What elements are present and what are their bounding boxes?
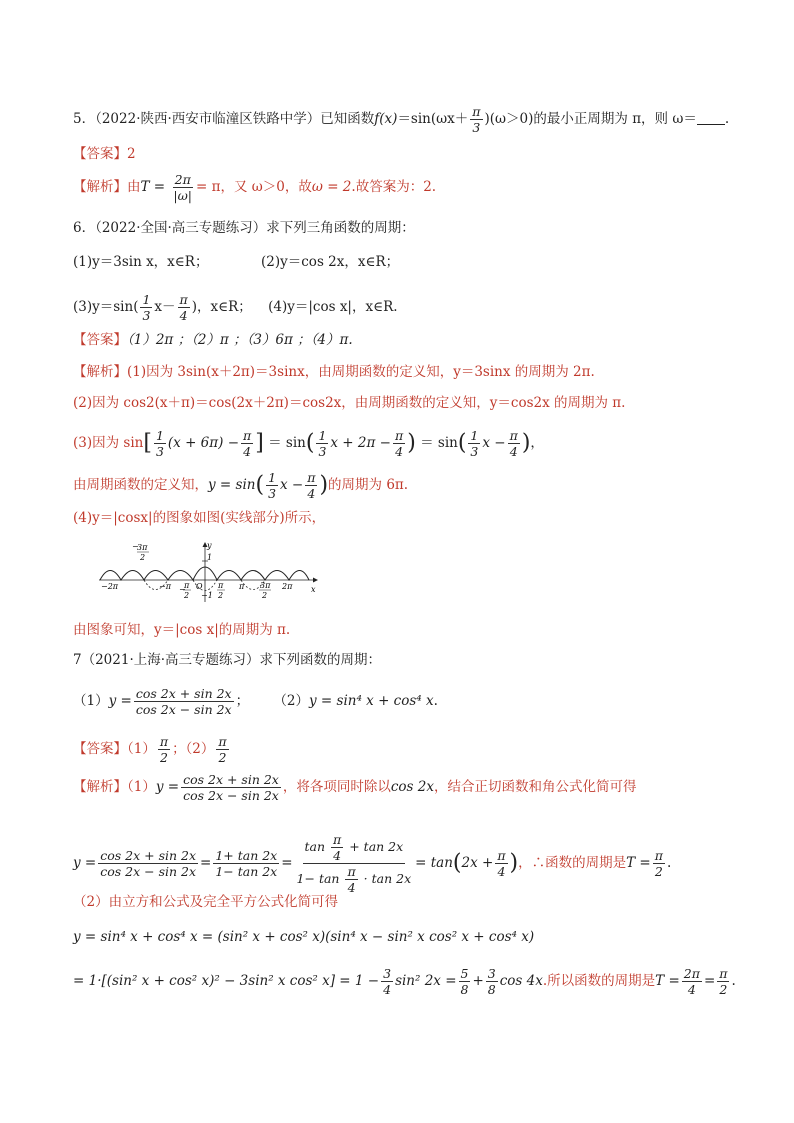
tick-minus-2pi: −2π	[101, 582, 119, 591]
answer-tag: 【答案】	[73, 146, 127, 162]
svg-text:−: −	[132, 542, 139, 551]
q5-answer-value: 2	[127, 146, 136, 162]
graph-x-label: x	[311, 585, 316, 594]
q5-answer	[73, 144, 754, 164]
q5-stem-b: ＝sin(ωx＋	[397, 111, 469, 127]
graph-minus-one-label: −1	[201, 591, 213, 600]
q7-eq1-nested-frac: tan $\frac{\pi}{4}$ + tan 2x 1− tan $\frac{\pi}{4}$ · tan 2x	[296, 832, 412, 895]
graph-origin-label: O	[196, 582, 203, 591]
q5-frac: $\frac{\pi}{3}$	[472, 104, 481, 135]
q6-analysis-3: (3)因为 sin[ $\frac{1}{3}$ (x + 6π) − $\frac{\pi}{4}$ ] ＝ sin( $\frac{1}{3}$ x + 2π − $\frac{\pi}{4}$ ) ＝ sin( $\frac{1}{3}$ x − $\frac{\pi}{4}$ )，	[73, 428, 544, 459]
q7-eq3: = 1·[(sin² x + cos² x)² − 3sin² x cos² x] = 1 − $\frac{3}{4}$ sin² 2x = $\frac{5}{8}$ + $\frac{3}{8}$ cos 4x.所以函数的周期是T = $\frac{2\pi}{4}$ = $\frac{\pi}{2}$ .	[73, 966, 736, 997]
tick-3pi-2-num: 3π	[260, 581, 271, 590]
q7-stem: 7（2021·上海·高三专题练习）求下列函数的周期：	[73, 652, 382, 668]
q7-items: （1）y = $\frac{\cos 2x + \sin 2x}{\cos 2x - \sin 2x}$ ； （2）y = sin⁴ x + cos⁴ x.	[73, 686, 438, 717]
tick-minus-3pi-2-den: 2	[140, 553, 146, 562]
q5-analysis: 【解析】由T = $\frac{2\pi}{|\omega|}$ = π，又 ω＞0，故ω = 2.故答案为：2.	[73, 172, 437, 203]
q6-analysis-1: 【解析】(1)因为 3sin(x＋2π)＝3sinx，由周期函数的定义知，y＝3sinx 的周期为 2π.	[73, 364, 595, 380]
tick-minus-pi-2-num: π	[184, 581, 190, 590]
graph-one-label: 1	[207, 553, 213, 562]
q6-analysis-4: (4)y＝|cosx|的图象如图(实线部分)所示，	[73, 510, 326, 526]
q5-stem-a: 5．（2022·陕西·西安市临潼区铁路中学）已知函数	[73, 111, 375, 127]
q5-fx: f(x)	[374, 111, 398, 127]
q6-analysis-2: (2)因为 cos2(x＋π)＝cos(2x＋2π)＝cos2x，由周期函数的定义知，y＝cos2x 的周期为 π.	[73, 395, 626, 411]
q7-analysis-2: （2）由立方和公式及完全平方公式化简可得	[73, 894, 339, 910]
abs-cos-graph	[95, 540, 320, 605]
tick-minus-pi: −π	[159, 582, 171, 591]
q6-analysis-4-end: 由图象可知，y＝|cos x|的周期为 π.	[73, 622, 291, 638]
tick-minus-3pi-2-num: 3π	[137, 543, 148, 552]
q5-period-frac: $\frac{2\pi}{|\omega|}$	[173, 172, 193, 203]
tick-2pi: 2π	[282, 582, 293, 591]
tick-minus-pi-2-den: 2	[184, 591, 190, 600]
tick-pi-2-den: 2	[218, 591, 224, 600]
q6-stem: 6．（2022·全国·高三专题练习）求下列三角函数的周期：	[73, 220, 415, 236]
q6-item2: (2)y＝cos 2x，x∈R；	[261, 254, 400, 270]
q7-analysis-1: 【解析】（1）y = $\frac{\cos 2x + \sin 2x}{\cos 2x - \sin 2x}$ ，将各项同时除以cos 2x，结合正切函数和角公式化简可得	[73, 772, 637, 803]
q7-eq1: y = $\frac{\cos 2x + \sin 2x}{\cos 2x - \sin 2x}$ = $\frac{1+ \tan 2x}{1- \tan 2x}$ = tan $\frac{\pi}{4}$ + tan 2x 1− tan $\frac{\pi}{4}$ · tan 2x = tan(2x + $\frac{\pi}{4}$ )，∴函数的周期是T = $\frac{\pi}{2}$ .	[73, 832, 672, 895]
q5-answer-blank	[697, 110, 725, 125]
tick-pi: π	[239, 582, 245, 591]
q6-item1: (1)y＝3sin x，x∈R；	[73, 254, 209, 270]
q6-analysis-3b: 由周期函数的定义知，y = sin( $\frac{1}{3}$ x − $\frac{\pi}{4}$ )的周期为 6π.	[73, 470, 409, 501]
q6-items-row1	[73, 252, 754, 272]
q6-answer: 【答案】（1）2π ；（2）π ；（3）6π ；（4）π.	[73, 332, 353, 348]
tick-pi-2-num: π	[218, 581, 224, 590]
q7-answer: 【答案】（1） $\frac{\pi}{2}$ ；（2） $\frac{\pi}{2}$	[73, 734, 227, 765]
tick-3pi-2-den: 2	[262, 591, 268, 600]
svg-text:−: −	[179, 585, 186, 594]
abs-cos-curve-solid	[100, 567, 309, 580]
q7-item1-frac: $\frac{\cos 2x + \sin 2x}{\cos 2x - \sin 2x}$	[135, 686, 232, 717]
q6-answer-value: （1）2π ；（2）π ；（3）6π ；（4）π.	[127, 332, 353, 348]
q6-items-row2: (3)y＝sin( $\frac{1}{3}$ x－ $\frac{\pi}{4}$ )，x∈R； (4)y＝|cos x|，x∈R.	[73, 292, 398, 323]
q7-eq2: y = sin⁴ x + cos⁴ x = (sin² x + cos² x)(sin⁴ x − sin² x cos² x + cos⁴ x)	[73, 929, 535, 945]
analysis-tag: 【解析】	[73, 179, 127, 195]
graph-y-label: y	[207, 541, 212, 550]
q6-item4: (4)y＝|cos x|，x∈R.	[268, 299, 398, 315]
q5-stem: 5．（2022·陕西·西安市临潼区铁路中学）已知函数f(x)＝sin(ωx＋ $\frac{\pi}{3}$ )(ω＞0)的最小正周期为 π，则 ω＝ .	[73, 104, 730, 135]
q5-stem-c: )(ω＞0)的最小正周期为 π，则 ω＝	[484, 111, 697, 127]
